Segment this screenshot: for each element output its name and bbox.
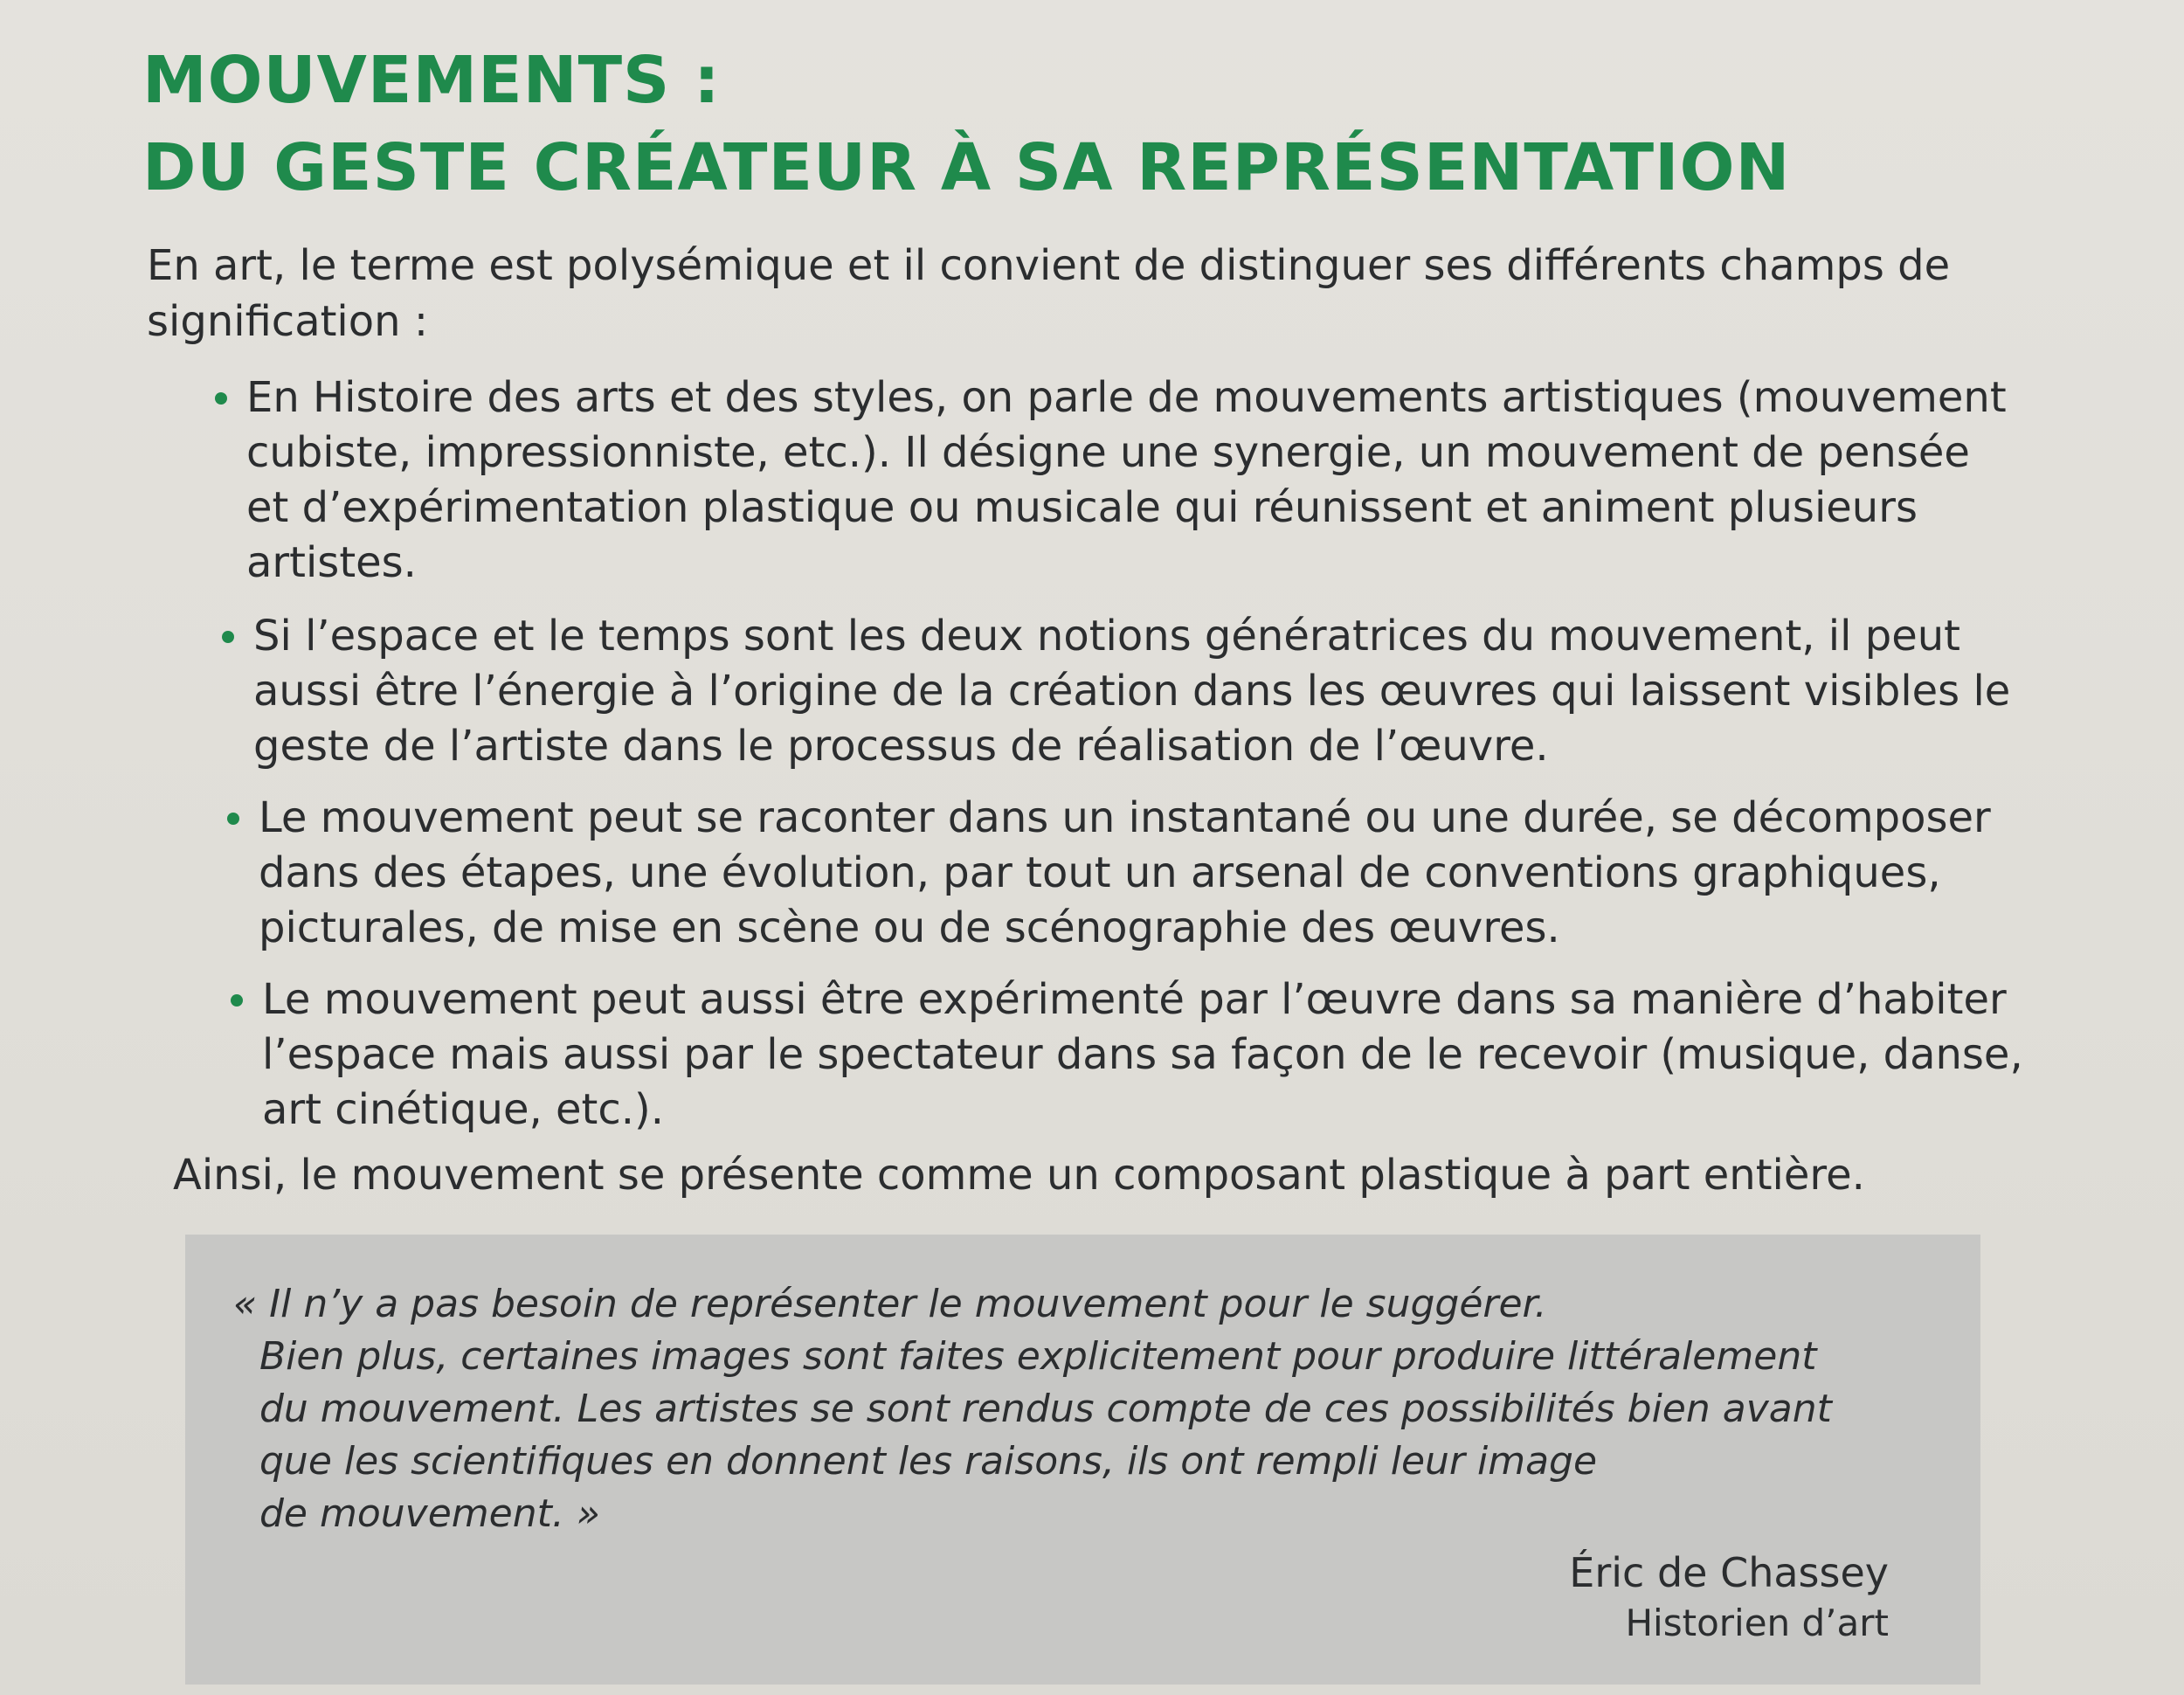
bullet-item <box>262 972 2027 1138</box>
conclusion-paragraph: Ainsi, le mouvement se présente comme un composant plastique à part entière. <box>173 1151 1865 1200</box>
bullet-text: En Histoire des arts et des styles, on parle de mouvements artistiques (mouvement cubiste, impressionniste, etc.). Il désigne une synergie, un mouvement de pensée et d’expérimentation plastique ou musicale qui réunissent et animent plusieurs artistes. <box>246 373 2007 587</box>
bullet-item <box>246 370 2011 591</box>
bullet-dot-icon <box>227 813 239 825</box>
author-name: Éric de Chassey <box>1569 1549 1889 1596</box>
quote-line: Bien plus, certaines images sont faites explicitement pour produire littéralement <box>259 1334 1817 1379</box>
panel-title <box>142 37 1790 211</box>
bullet-dot-icon <box>222 631 234 643</box>
bullet-text: Le mouvement peut se raconter dans un instantané ou une durée, se décomposer dans des étapes, une évolution, par tout un arsenal de conventions graphiques, picturales, de mise en scène ou de scénographie des œuvres. <box>259 793 1991 952</box>
title-line-2: DU GESTE CRÉATEUR À SA REPRÉSENTATION <box>142 130 1791 205</box>
quote-line: de mouvement. » <box>259 1491 600 1536</box>
bullet-dot-icon <box>215 392 227 405</box>
quote-attribution <box>1569 1546 1889 1647</box>
quote-text <box>233 1278 1919 1540</box>
quote-box <box>185 1235 1980 1685</box>
bullet-dot-icon <box>231 994 243 1007</box>
quote-line: que les scientifiques en donnent les raisons, ils ont rempli leur image <box>259 1439 1598 1484</box>
author-role: Historien d’art <box>1625 1602 1889 1644</box>
bullet-item <box>259 791 2023 956</box>
intro-paragraph: En art, le terme est polysémique et il convient de distinguer ses différents champs de signification : <box>147 241 1951 346</box>
quote-line: du mouvement. Les artistes se sont rendus compte de ces possibilités bien avant <box>259 1387 1832 1431</box>
bullet-text: Le mouvement peut aussi être expérimenté par l’œuvre dans sa manière d’habiter l’espace mais aussi par le spectateur dans sa façon de le recevoir (musique, danse, art cinétique, etc.). <box>262 975 2023 1134</box>
bullet-text: Si l’espace et le temps sont les deux notions génératrices du mouvement, il peut aussi être l’énergie à l’origine de la création dans les œuvres qui laissent visibles le geste de l’artiste dans le processus de réalisation de l’œuvre. <box>253 612 2011 771</box>
quote-line: « Il n’y a pas besoin de représenter le mouvement pour le suggérer. <box>233 1282 1547 1326</box>
bullet-item <box>253 609 2018 774</box>
title-line-1: MOUVEMENTS : <box>142 43 721 118</box>
